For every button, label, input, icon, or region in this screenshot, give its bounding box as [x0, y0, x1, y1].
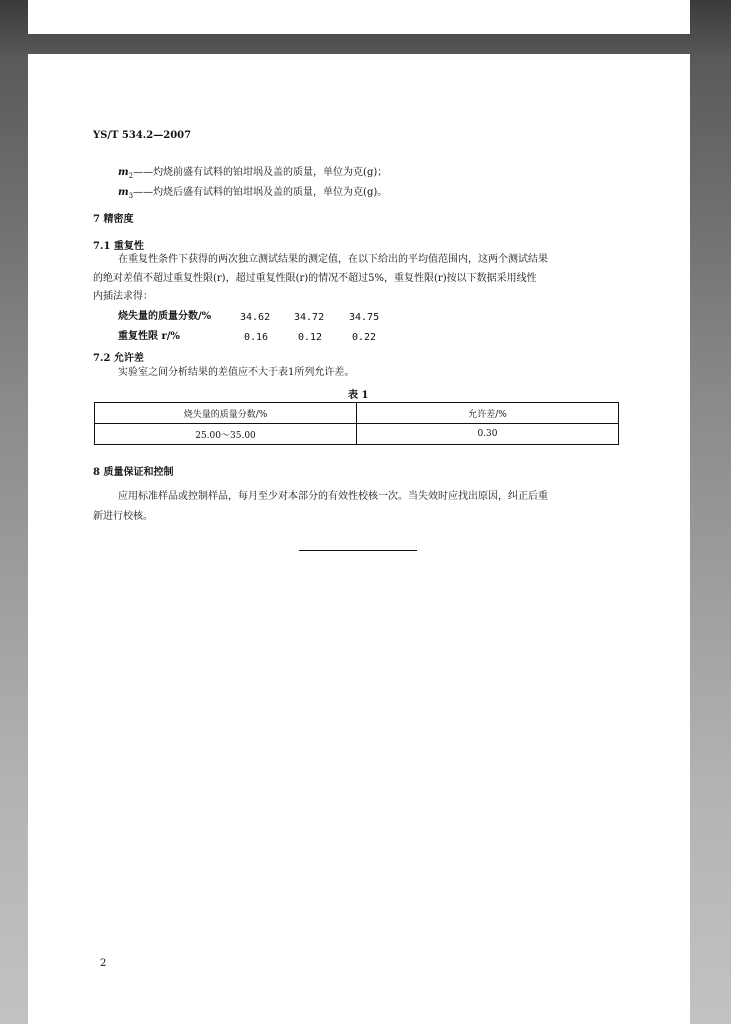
repeatability-paragraph-line-2: 的绝对差值不超过重复性限(r)，超过重复性限(r)的情况不超过5%，重复性限(r)按以下数据采用线性 — [93, 273, 537, 284]
table-header-row — [95, 403, 619, 424]
quality-paragraph-line-2: 新进行校核。 — [93, 511, 153, 522]
mass-fraction-label: 烧失量的质量分数/% — [118, 311, 212, 322]
tolerance-paragraph: 实验室之间分析结果的差值应不大于表1所列允许差。 — [118, 367, 355, 378]
table-caption: 表 1 — [348, 390, 369, 401]
repeatability-limit-value: 0.22 — [352, 332, 377, 343]
definition-m3 — [118, 183, 387, 200]
repeatability-limit-value: 0.16 — [244, 332, 269, 343]
section-7-heading: 7 精密度 — [93, 214, 134, 225]
table-row — [95, 424, 619, 445]
page-number: 2 — [100, 958, 107, 969]
mass-fraction-value: 34.62 — [240, 312, 271, 323]
mass-fraction-value: 34.75 — [349, 312, 380, 323]
section-7-1-heading: 7.1 重复性 — [93, 241, 144, 252]
definition-text: ——灼烧后盛有试料的铂坩埚及盖的质量，单位为克(g)。 — [133, 187, 388, 198]
repeatability-paragraph-line-1: 在重复性条件下获得的两次独立测试结果的测定值，在以下给出的平均值范围内，这两个测试结果 — [118, 254, 548, 265]
definition-symbol: m — [118, 167, 129, 178]
repeatability-limit-value: 0.12 — [298, 332, 323, 343]
section-8-heading: 8 质量保证和控制 — [93, 467, 174, 478]
repeatability-paragraph-line-3: 内插法求得： — [93, 291, 153, 302]
definition-symbol: m — [118, 187, 129, 198]
end-rule — [299, 550, 417, 551]
standard-code: YS/T 534.2—2007 — [93, 130, 192, 141]
definition-m2 — [118, 163, 387, 180]
repeatability-limit-label: 重复性限 r/% — [118, 331, 180, 342]
table-cell: 25.00～35.00 — [95, 424, 357, 445]
quality-paragraph-line-1: 应用标准样品或控制样品，每月至少对本部分的有效性校核一次。当失效时应找出原因，纠正后重 — [118, 491, 548, 502]
table-header-cell: 烧失量的质量分数/% — [95, 403, 357, 424]
section-7-2-heading: 7.2 允许差 — [93, 353, 144, 364]
mass-fraction-value: 34.72 — [294, 312, 325, 323]
table-cell: 0.30 — [357, 424, 619, 445]
tolerance-table — [94, 402, 619, 445]
table-header-cell: 允许差/% — [357, 403, 619, 424]
previous-page-bottom — [28, 0, 690, 34]
definition-text: ——灼烧前盛有试料的铂坩埚及盖的质量，单位为克(g)； — [133, 167, 388, 178]
document-page — [28, 54, 690, 1024]
definition-subscript: 3 — [128, 192, 134, 200]
definition-subscript: 2 — [128, 172, 134, 180]
